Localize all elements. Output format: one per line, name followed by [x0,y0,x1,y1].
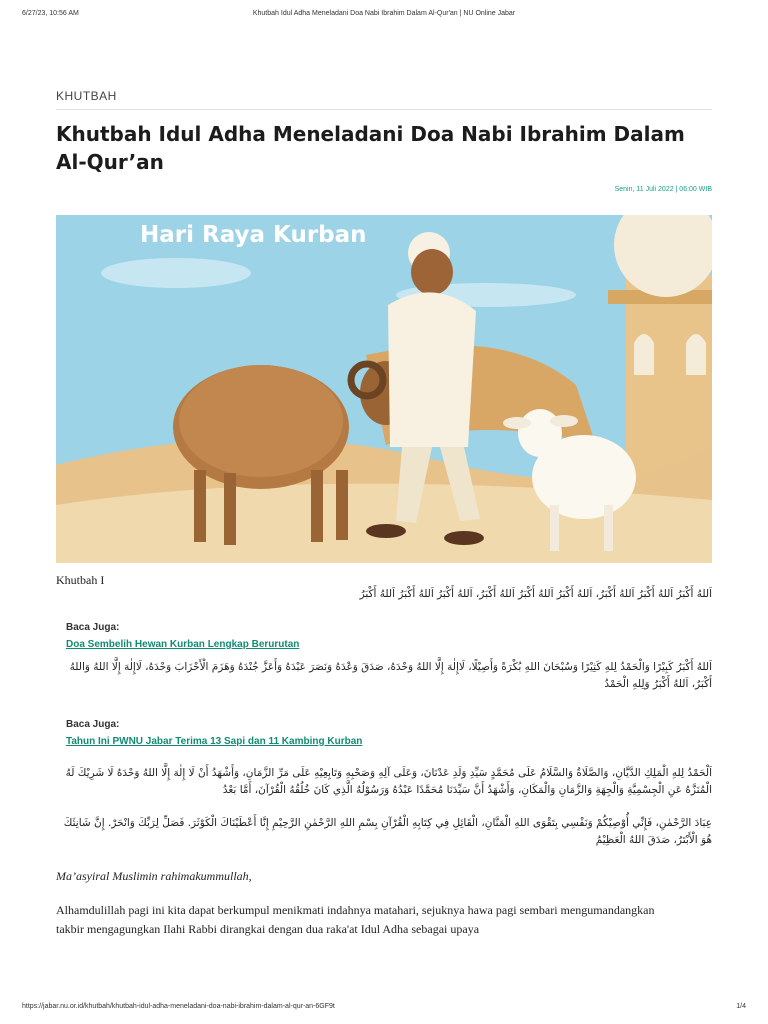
baca-juga-label: Baca Juga: [66,622,120,633]
print-footer [0,1003,768,1017]
khutbah-label: Khutbah I [56,573,105,587]
arabic-hamdalah-text: اَلْحَمْدُ لِلهِ الْمَلِكِ الدَّيَّانِ، وَالصَّلَاةُ وَالسَّلَامُ عَلَى مُحَمَّدٍ سَيِّدِ وَلَدِ عَدْنَانَ، وَعَلَى آلِهِ وَصَحْبِهِ وَتَابِعِيْهِ عَلَى مَرِّ الزَّمَانِ، وَأَشْهَدُ أَنْ لَا إِلٰهَ إِلَّا اللهُ وَحْدَهُ لَا شَرِيْكَ لَهُ الْمُنَزَّهُ عَنِ الْجِسْمِيَّةِ وَالْجِهَةِ وَالزَّمَانِ وَالْمَكَانِ، وَأَشْهَدُ أَنَّ سَيِّدَنَا مُحَمَّدًا عَبْدُهُ وَرَسُوْلُهُ الَّذِي كَانَ خُلُقُهُ الْقُرْآنَ، أَمَّا بَعْدُ [65,767,712,796]
hero-banner-text: Hari Raya Kurban [140,222,367,248]
baca-juga-box [66,622,299,650]
category-divider [56,109,712,110]
arabic-opening-text: اَللهُ أَكْبَرُ كَبِيْرًا وَالْحَمْدُ لِلهِ كَثِيْرًا وَسُبْحَانَ اللهِ بُكْرَةً وَأَصِيْلًا، لَاإِلٰهَ إِلَّا اللهُ وَحْدَهُ، صَدَقَ وَعْدَهُ وَنَصَرَ عَبْدَهُ وَأَعَزَّ جُنْدَهُ وَهَزَمَ الْأَحْزَابَ وَحْدَهُ، لَاإِلٰهَ إِلَّا اللهُ وَاللهُ أَكْبَرُ، اَللهُ أَكْبَرُ وَلِلهِ الْحَمْدُ [69,661,712,690]
print-header [0,10,768,24]
category-label[interactable]: KHUTBAH [56,89,117,103]
article-paragraph: Alhamdulillah pagi ini kita dapat berkumpul menikmati indahnya matahari, sejuknya hawa pagi sembari mengumandangkan takbir mengagungkan Ilahi Rabbi dirangkai dengan dua raka'at Idul Adha sebagai upaya [56,903,655,936]
related-article-link[interactable]: Doa Sembelih Hewan Kurban Lengkap Berurutan [66,639,300,650]
baca-juga-box [66,719,362,747]
related-article-link[interactable]: Tahun Ini PWNU Jabar Terima 13 Sapi dan 11 Kambing Kurban [66,736,363,747]
arabic-wasiat-text: عِبَادَ الرَّحْمٰنِ، فَإِنِّي أُوْصِيْكُمْ وَنَفْسِي بِتَقْوَى اللهِ الْمَنَّانِ، الْقَائِلِ فِي كِتَابِهِ الْقُرْآنِ بِسْمِ اللهِ الرَّحْمٰنِ الرَّحِيْمِ إِنَّا أَعْطَيْنَاكَ الْكَوْثَرَ. فَصَلِّ لِرَبِّكَ وَانْحَرْ. إِنَّ شَانِئَكَ هُوَ الْأَبْتَرُ، صَدَقَ اللهُ الْعَظِيْمُ [63,817,712,846]
print-page-title: Khutbah Idul Adha Meneladani Doa Nabi Ibrahim Dalam Al-Qur'an | NU Online Jabar [252,10,516,17]
arabic-takbir-text: اَللهُ أَكْبَرُ اَللهُ أَكْبَرُ اَللهُ أَكْبَرُ، اَللهُ أَكْبَرُ اَللهُ أَكْبَرُ اَللهُ أَكْبَرُ، اَللهُ أَكْبَرُ اَللهُ أَكْبَرُ اَللهُ أَكْبَرُ [359,588,712,600]
salutation-text: Ma’asyiral Muslimin rahimakummullah, [56,869,252,883]
print-url: https://jabar.nu.or.id/khutbah/khutbah-idul-adha-meneladani-doa-nabi-ibrahim-dalam-al-qur-an-6GF9t [22,1003,335,1010]
print-datetime: 6/27/23, 10:56 AM [22,10,79,17]
baca-juga-label: Baca Juga: [66,719,120,730]
article-date: Senin, 11 Juli 2022 | 06:00 WIB [614,186,712,193]
hero-illustration [56,215,712,563]
print-page-number: 1/4 [736,1003,746,1010]
article-title: Khutbah Idul Adha Meneladani Doa Nabi Ibrahim Dalam Al-Qur’an [56,122,685,174]
